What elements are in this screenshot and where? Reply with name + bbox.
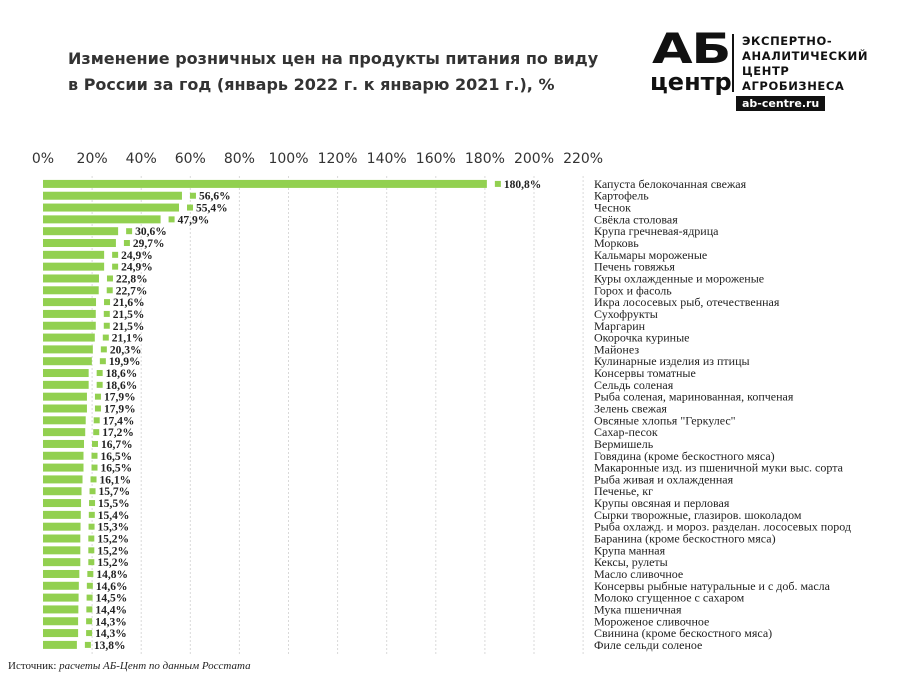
source-text: расчеты АБ-Цент по данным Росстата (59, 660, 251, 672)
value-label-marker (92, 453, 98, 459)
value-label: 15,4% (97, 509, 130, 522)
value-label-marker (97, 382, 103, 388)
category-label: Капуста белокочанная свежая (594, 176, 747, 191)
bar (43, 310, 96, 318)
category-label: Икра лососевых рыб, отечественная (594, 295, 780, 310)
category-label: Сельдь соленая (594, 377, 674, 392)
value-label-marker (104, 323, 110, 329)
bar (43, 440, 84, 448)
category-label: Говядина (кроме бескостного мяса) (594, 448, 775, 463)
value-label-marker (93, 429, 99, 435)
category-label: Чеснок (594, 200, 632, 215)
category-label: Куры охлажденные и мороженые (594, 271, 765, 286)
value-label: 14,6% (95, 580, 128, 593)
value-label-marker (87, 583, 93, 589)
value-label-marker (89, 524, 95, 530)
category-label: Кексы, рулеты (594, 555, 668, 570)
value-label: 16,1% (99, 474, 132, 487)
value-label-marker (187, 205, 193, 211)
value-label: 30,6% (135, 226, 167, 239)
bar (43, 605, 78, 613)
logo-mark-top: АБ (652, 24, 731, 73)
bar (43, 416, 86, 424)
value-label-marker (112, 252, 118, 258)
value-label: 24,9% (121, 249, 153, 262)
value-label-marker (107, 275, 113, 281)
category-label: Вермишель (594, 436, 654, 451)
x-tick-label: 200% (513, 151, 555, 167)
value-label: 24,9% (121, 261, 153, 274)
source-label: Источник: (8, 660, 57, 672)
bar (43, 511, 81, 519)
value-label: 55,4% (196, 202, 228, 215)
value-label-marker (97, 370, 103, 376)
bar (43, 345, 93, 353)
bar (43, 570, 79, 578)
bar (43, 369, 89, 377)
category-label: Рыба соленая, маринованная, копченая (594, 389, 794, 404)
category-label: Крупа гречневая-ядрица (594, 224, 719, 239)
category-label: Молоко сгущенное с сахаром (594, 590, 745, 605)
value-label: 18,6% (105, 379, 138, 392)
bar (43, 558, 80, 566)
bar (43, 475, 83, 483)
value-label-marker (169, 216, 175, 222)
logo-url: ab-centre.ru (736, 96, 825, 111)
bar (43, 274, 99, 282)
value-label-marker (107, 287, 113, 293)
value-label-marker (124, 240, 130, 246)
value-labels (85, 179, 541, 652)
bar (43, 499, 81, 507)
category-label: Сахар-песок (594, 425, 658, 440)
category-label: Рыба живая и охлажденная (594, 472, 734, 487)
x-tick-label: 160% (415, 151, 456, 167)
x-tick-label: 40% (125, 151, 157, 167)
value-label: 14,3% (95, 628, 127, 641)
value-label-marker (101, 346, 107, 352)
bar (43, 204, 179, 212)
bar (43, 428, 85, 436)
category-label: Зелень свежая (594, 401, 667, 416)
value-label: 21,5% (112, 320, 145, 333)
category-label: Крупа манная (594, 543, 666, 558)
logo-mark-bottom: центр (650, 68, 732, 96)
bar (43, 617, 78, 625)
value-label-marker (112, 264, 118, 270)
value-label-marker (86, 618, 92, 624)
value-label: 14,5% (95, 592, 128, 605)
bar (43, 535, 80, 543)
value-label-marker (95, 394, 101, 400)
x-tick-label: 0% (31, 151, 55, 167)
value-label-marker (103, 335, 109, 341)
value-label: 56,6% (198, 190, 231, 203)
value-label-marker (190, 193, 196, 199)
x-tick-label: 60% (174, 151, 206, 167)
category-label: Майонез (594, 342, 640, 357)
value-label-marker (89, 500, 95, 506)
category-label: Морковь (594, 236, 639, 251)
value-label: 19,9% (108, 356, 141, 369)
x-tick-label: 140% (366, 151, 407, 167)
value-label-marker (90, 488, 96, 494)
x-tick-label: 20% (76, 151, 108, 167)
value-label-marker (88, 559, 94, 565)
category-label: Кальмары мороженые (594, 247, 708, 262)
x-tick-label: 180% (464, 151, 505, 167)
bar (43, 286, 99, 294)
bar (43, 227, 118, 235)
value-label-marker (94, 417, 100, 423)
value-label: 17,9% (103, 391, 136, 404)
logo-text-line2: АНАЛИТИЧЕСКИЙ (742, 49, 869, 63)
category-label: Филе сельди соленое (594, 637, 703, 652)
category-label: Горох и фасоль (594, 283, 672, 298)
category-label: Картофель (594, 188, 649, 203)
value-label-marker (495, 181, 501, 187)
category-label: Крупы овсяная и перловая (594, 496, 730, 511)
value-label-marker (89, 512, 95, 518)
value-label-marker (88, 547, 94, 553)
value-label-marker (104, 299, 110, 305)
value-label-marker (88, 536, 94, 542)
bar (43, 357, 92, 365)
value-label: 15,2% (97, 545, 129, 558)
category-label: Консервы томатные (594, 366, 696, 381)
value-label: 21,6% (113, 297, 145, 310)
category-label: Консервы рыбные натуральные и с доб. масла (594, 578, 830, 593)
bar (43, 180, 487, 188)
chart-title-line2: в России за год (январь 2022 г. к январю 2021 г.), % (68, 75, 555, 94)
category-label: Сухофрукты (594, 306, 658, 321)
category-label: Свёкла столовая (594, 212, 678, 227)
x-axis-ticks (32, 151, 603, 167)
x-tick-label: 220% (563, 151, 604, 167)
category-label: Рыба охлажд. и мороз. разделан. лососевых пород (594, 519, 851, 534)
value-label: 17,9% (103, 403, 136, 416)
value-label: 21,5% (112, 308, 145, 321)
bar (43, 334, 95, 342)
value-label: 17,4% (102, 415, 135, 428)
bar (43, 523, 81, 531)
category-label: Овсяные хлопья "Геркулес" (594, 413, 736, 428)
grid-lines (92, 176, 583, 656)
category-label: Кулинарные изделия из птицы (594, 354, 750, 369)
value-label-marker (85, 642, 91, 648)
source-note (8, 660, 251, 672)
category-label: Мороженое сливочное (594, 614, 710, 629)
logo-text-line3: ЦЕНТР (742, 64, 790, 78)
value-label: 15,2% (97, 557, 129, 570)
category-label: Макаронные изд. из пшеничной муки выс. сорта (594, 460, 843, 475)
value-label-marker (86, 630, 92, 636)
bar (43, 298, 96, 306)
value-label: 21,1% (111, 332, 144, 345)
value-label-marker (87, 595, 93, 601)
value-label-marker (100, 358, 106, 364)
value-label: 29,7% (132, 238, 165, 251)
bar (43, 239, 116, 247)
x-tick-label: 120% (317, 151, 358, 167)
value-label-marker (91, 476, 97, 482)
value-label: 16,5% (100, 450, 133, 463)
value-label: 15,3% (97, 521, 130, 534)
bar (43, 215, 161, 223)
bar (43, 251, 104, 259)
value-label: 15,5% (98, 498, 130, 511)
value-label-marker (95, 405, 101, 411)
bar (43, 641, 77, 649)
value-label: 47,9% (177, 214, 210, 227)
category-label: Свинина (кроме бескостного мяса) (594, 626, 773, 641)
value-label-marker (104, 311, 110, 317)
bar (43, 594, 79, 602)
value-label: 16,7% (100, 438, 133, 451)
category-labels (594, 177, 851, 652)
bar (43, 393, 87, 401)
value-label: 14,4% (95, 604, 127, 617)
value-label-marker (87, 571, 93, 577)
bar (43, 381, 89, 389)
bar (43, 546, 80, 554)
value-label-marker (92, 441, 98, 447)
category-label: Баранина (кроме бескостного мяса) (594, 531, 776, 546)
bar (43, 322, 96, 330)
bar (43, 192, 182, 200)
value-label: 20,3% (109, 344, 142, 357)
value-label: 180,8% (503, 178, 542, 191)
logo-text-line4: АГРОБИЗНЕСА (742, 79, 845, 93)
value-label-marker (86, 606, 92, 612)
value-label: 17,2% (102, 427, 134, 440)
category-label: Печень говяжья (594, 259, 675, 274)
value-label: 18,6% (105, 368, 138, 381)
bar (43, 452, 84, 460)
value-label: 16,5% (100, 462, 133, 475)
value-label: 13,8% (93, 639, 126, 652)
bar (43, 263, 104, 271)
bar (43, 464, 84, 472)
value-label-marker (126, 228, 132, 234)
category-label: Мука пшеничная (594, 602, 682, 617)
value-label: 14,8% (96, 568, 128, 581)
category-label: Сырки творожные, глазиров. шоколадом (594, 507, 802, 522)
bar (43, 582, 79, 590)
value-label: 22,8% (115, 273, 148, 286)
value-label: 22,7% (115, 285, 148, 298)
bar (43, 629, 78, 637)
category-label: Масло сливочное (594, 566, 684, 581)
category-label: Маргарин (594, 318, 646, 333)
value-label-marker (92, 465, 98, 471)
bar (43, 487, 82, 495)
x-tick-label: 100% (268, 151, 309, 167)
chart-title-line1: Изменение розничных цен на продукты питания по виду (68, 49, 599, 68)
value-label: 15,7% (98, 486, 131, 499)
value-label: 15,2% (97, 533, 129, 546)
value-label: 14,3% (95, 616, 127, 629)
bar (43, 404, 87, 412)
x-tick-label: 80% (223, 151, 255, 167)
logo-text-line1: ЭКСПЕРТНО- (742, 34, 833, 48)
category-label: Окорочка куриные (594, 330, 690, 345)
category-label: Печенье, кг (594, 484, 654, 499)
